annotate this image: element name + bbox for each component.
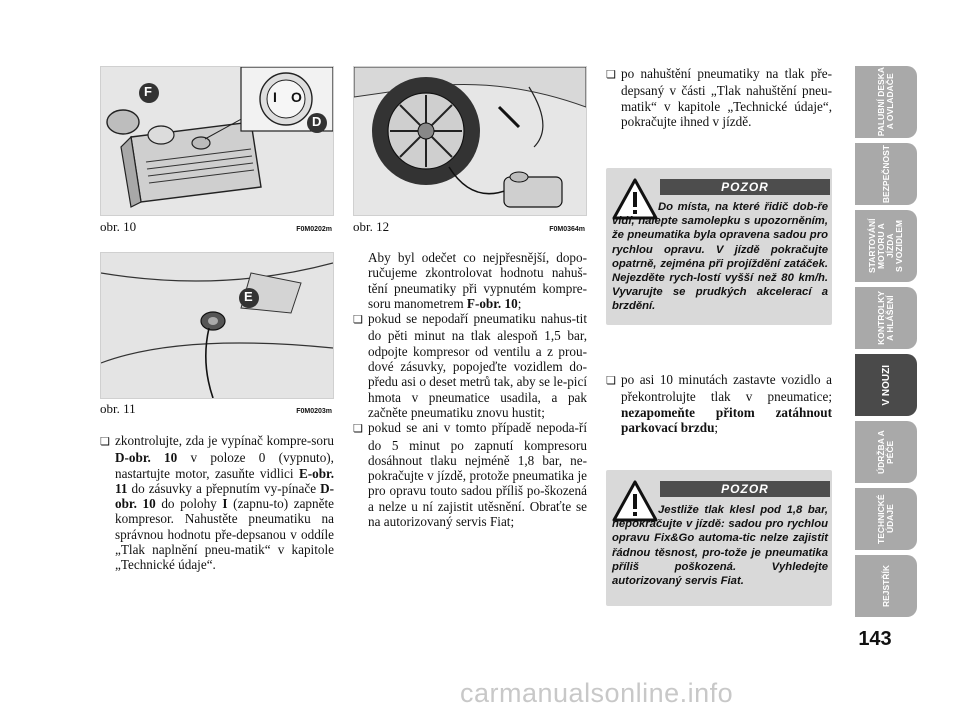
warning-box-1 bbox=[606, 168, 832, 325]
figure-11 bbox=[100, 252, 334, 399]
column-3-text bbox=[606, 66, 832, 129]
column-2-text bbox=[353, 250, 587, 529]
paragraph-manometer: Aby byl odečet co nejpřesnější, dopo-ručujeme zkontrolovat hodnotu nahuš-tění pneumatiky při vypnutém kompre-soru manometrem F-obr. 10; bbox=[368, 250, 587, 311]
tab-startovani[interactable]: STARTOVÁNÍ MOTORU A JÍZDA S VOZIDLEM bbox=[855, 210, 917, 282]
watermark: carmanualsonline.info bbox=[460, 678, 734, 708]
tab-kontrolky[interactable]: KONTROLKY A HLÁŠENÍ bbox=[855, 287, 917, 349]
figure-12-label: obr. 12 bbox=[353, 219, 390, 234]
warning-box-2 bbox=[606, 470, 832, 606]
tab-udrzba[interactable]: ÚDRŽBA A PÉČE bbox=[855, 421, 917, 483]
page-number: 143 bbox=[858, 628, 892, 650]
warning-1-header: POZOR bbox=[660, 179, 830, 195]
tab-palubni-deska[interactable]: PALUBNÍ DESKA A OVLADAČE bbox=[855, 66, 917, 138]
instruction-switch-on: ❏ zkontrolujte, zda je vypínač kompre-soru D-obr. 10 v poloze 0 (vypnuto), nastartujte motor, zasuňte vidlici E-obr. 11 do zásuvky a přepnutím vy-pínače D-obr. 10 do polohy I (zapnu-to) zapněte kompresor. Nahustěte pneumatiku na správnou hodnotu pře-depsanou v oddíle „Tlak naplnění pneu-matik“ v kapitole „Technické údaje“. bbox=[100, 433, 334, 573]
tab-v-nouzi[interactable]: V NOUZI bbox=[855, 354, 917, 416]
figure-12 bbox=[353, 66, 587, 216]
column-1-text bbox=[100, 433, 334, 573]
figure-11-label: obr. 11 bbox=[100, 401, 136, 416]
figure-10-caption bbox=[100, 219, 332, 235]
instruction-retry-inflate: ❏ pokud se nepodaří pneumatiku nahus-tit do pěti minut na tlak alespoň 1,5 bar, odpojte kompresor od ventilu a z prou-dové zásuvky, popojeďte vozidlem do-předu asi o deset metrů tak, aby se le-picí hmota v pneumatice usadila, a pak začněte pneumatiku znovu hustit; bbox=[353, 311, 587, 420]
warning-2-header: POZOR bbox=[660, 481, 830, 497]
figure-10-code: F0M0202m bbox=[296, 226, 332, 233]
column-3-text-2 bbox=[606, 372, 832, 435]
instruction-drive-on: ❏ po nahuštění pneumatiky na tlak pře-depsaný v části „Tlak nahuštění pneu-matik“ v kapitole „Technické údaje“, pokračujte ihned v jízdě. bbox=[606, 66, 832, 129]
instruction-service: ❏ pokud se ani v tomto případě nepoda-ří do 5 minut po zapnutí kompresoru dosáhnout tlaku nejméně 1,8 bar, ne-pokračujte v jízdě, protože pneumatika je pro opravu touto sadou příliš po-škozená a nelze u ní zajistit utěsnění. Obraťte se na autorizovaný servis Fiat; bbox=[353, 420, 587, 529]
warning-1-text: Do místa, na které řidič dob-ře vidí, nalepte samolepku s upozorněním, že pneumatika byla opravena sadou pro rychlou opravu. V jízdě pokračujte opatrně, zejména při projíždění zatáček. Nejezděte rych-lostí vyšší než 80 km/h. Vyvarujte se prudkých akcelerací a brzdění. bbox=[612, 201, 828, 313]
socket-illustration bbox=[101, 253, 333, 398]
tab-bezpecnost[interactable]: BEZPEČNOST bbox=[855, 143, 917, 205]
figure-12-code: F0M0364m bbox=[549, 226, 585, 233]
tab-technicke-udaje[interactable]: TECHNICKÉ ÚDAJE bbox=[855, 488, 917, 550]
marker-e: E bbox=[244, 289, 253, 304]
dial-label-i: I bbox=[273, 89, 277, 105]
marker-f: F bbox=[144, 84, 152, 99]
figure-11-caption bbox=[100, 401, 332, 417]
dial-label-o: O bbox=[291, 89, 302, 105]
figure-10-label: obr. 10 bbox=[100, 219, 137, 234]
figure-10 bbox=[100, 66, 334, 216]
wheel-illustration bbox=[354, 67, 586, 215]
instruction-check-pressure: ❏ po asi 10 minutách zastavte vozidlo a překontrolujte tlak v pneumatice; nezapomeňte přitom zatáhnout parkovací brzdu; bbox=[606, 372, 832, 435]
tab-rejstrik[interactable]: REJSTŘÍK bbox=[855, 555, 917, 617]
warning-2-text: Jestliže tlak klesl pod 1,8 bar, nepokračujte v jízdě: sadou pro rychlou opravu Fix&Go automa-tic nelze zajistit řádnou těsnost, pro-tože je pneumatika příliš poškozená. Vyhledejte autorizovaný servis Fiat. bbox=[612, 504, 828, 588]
figure-11-code: F0M0203m bbox=[296, 408, 332, 415]
marker-d: D bbox=[312, 114, 322, 129]
figure-12-caption bbox=[353, 219, 585, 235]
